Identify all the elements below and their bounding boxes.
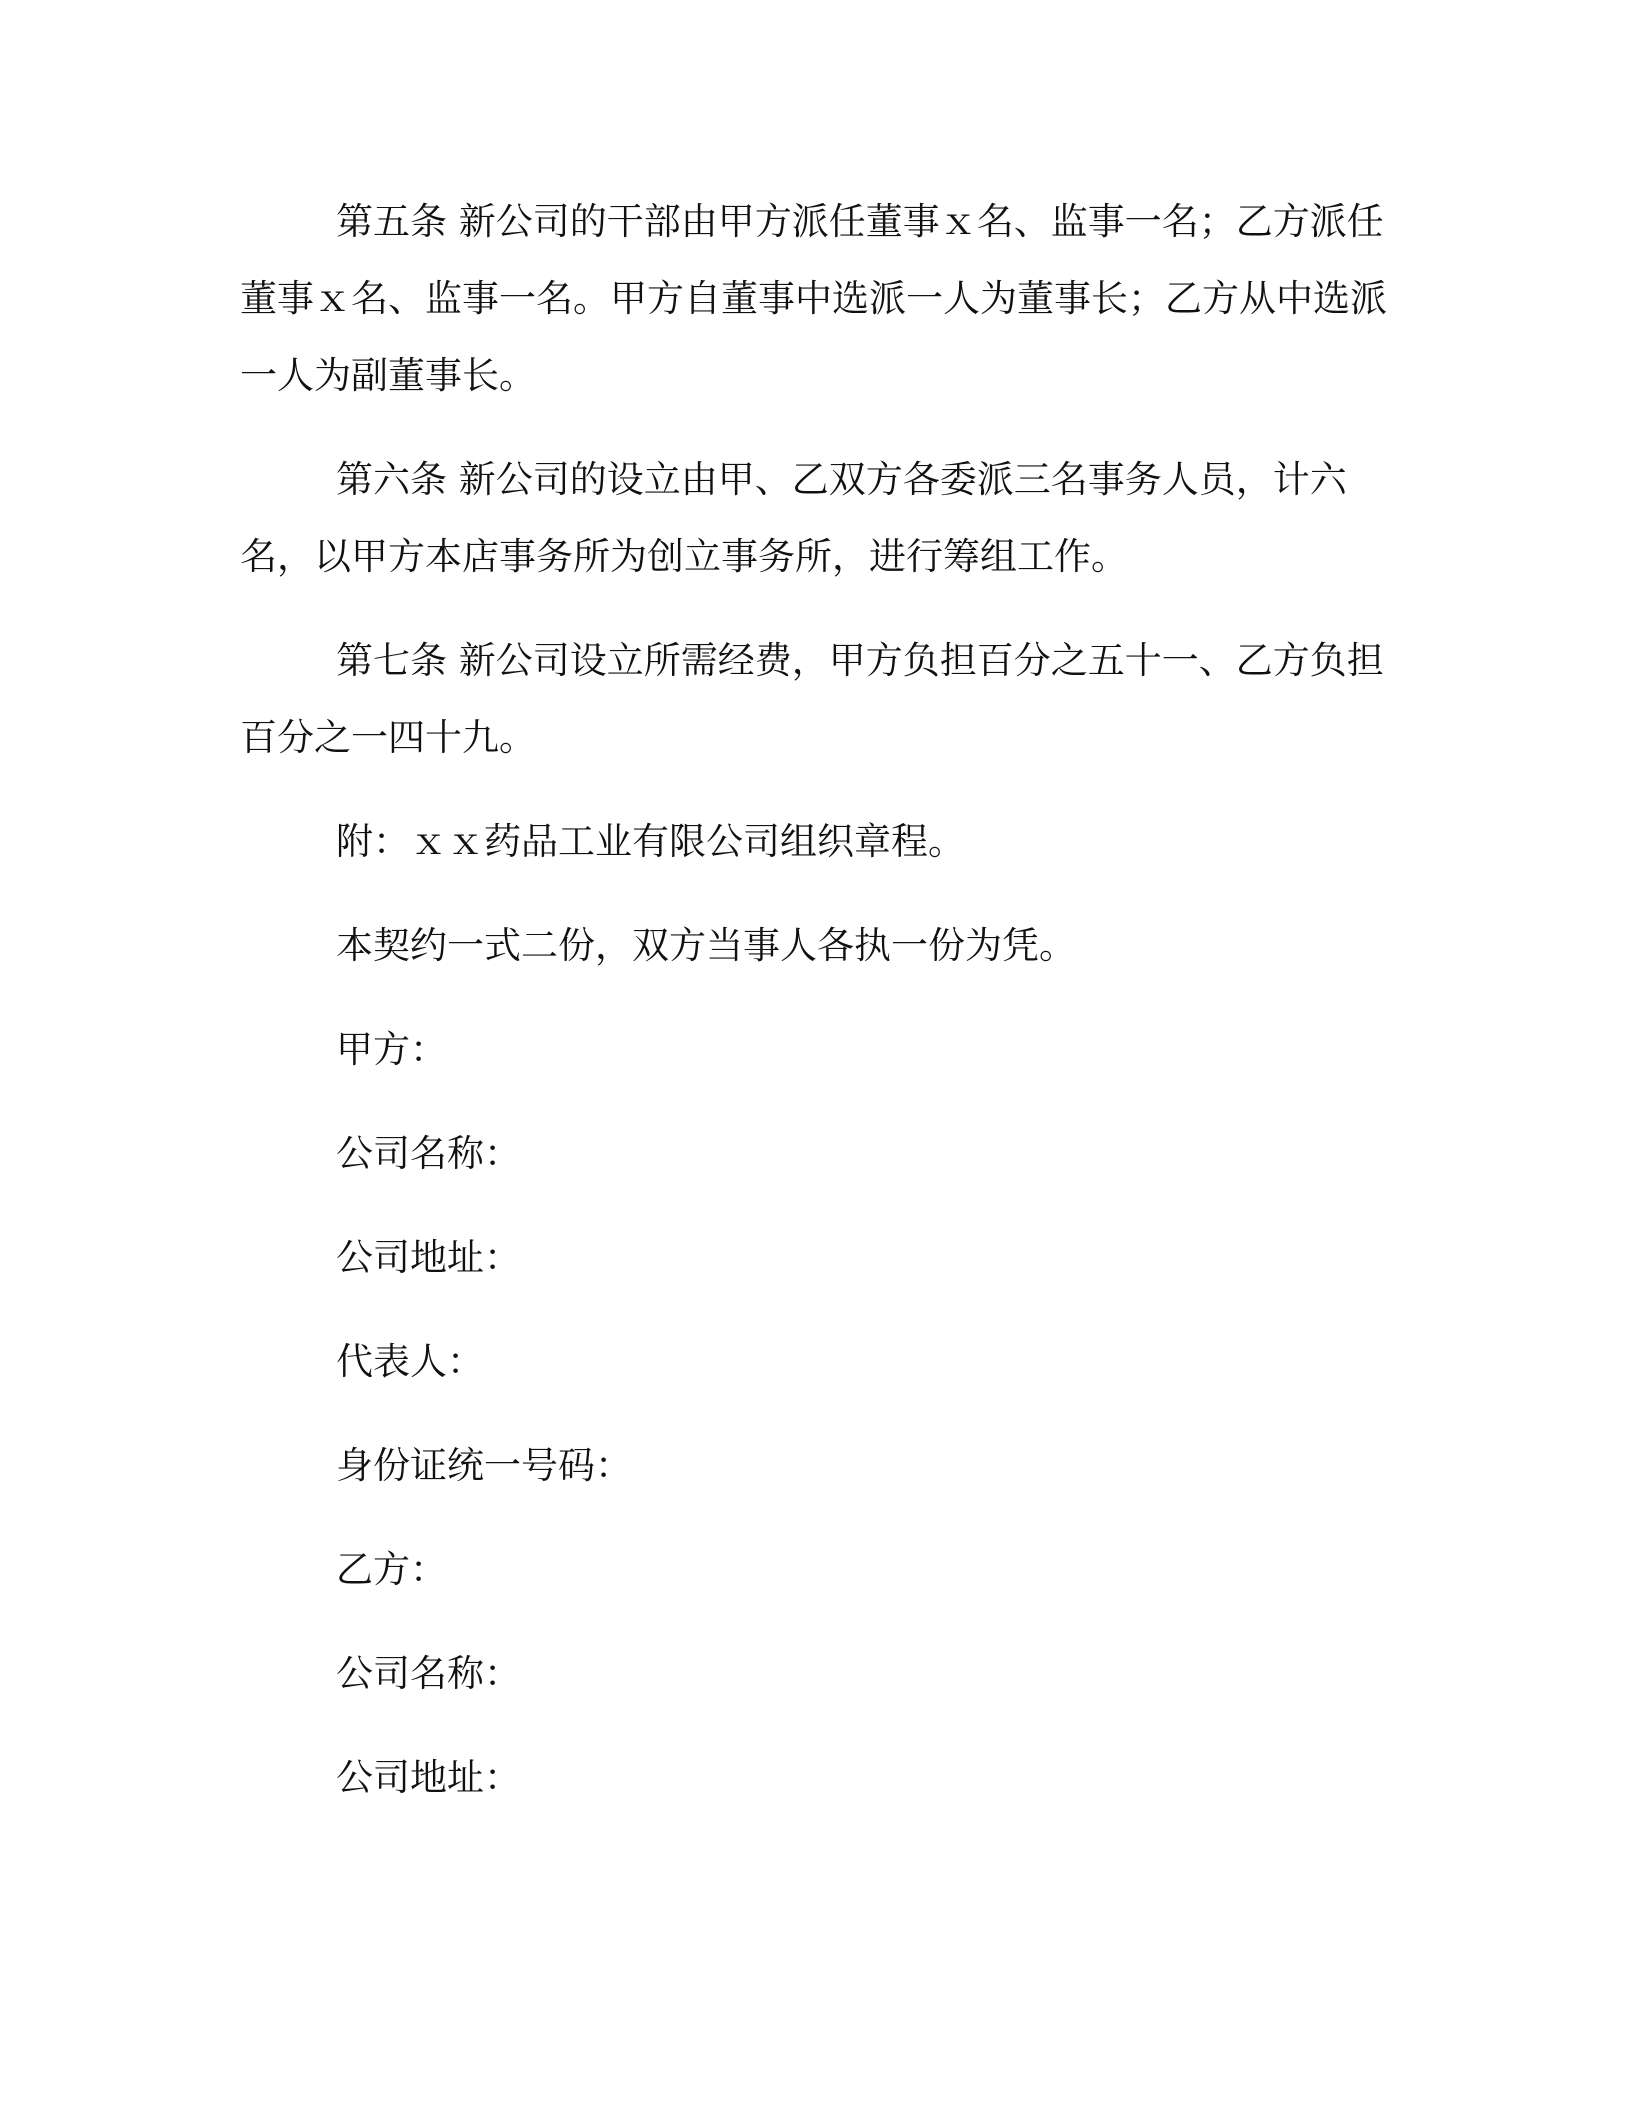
party-b-label: 乙方： <box>336 1548 447 1591</box>
article-7: 第七条 新公司设立所需经费，甲方负担百分之五十一、乙方负担百分之一四十九。 <box>240 639 1384 759</box>
article-5: 第五条 新公司的干部由甲方派任董事ｘ名、监事一名；乙方派任董事ｘ名、监事一名。甲方自董事中选派一人为董事长；乙方从中选派一人为副董事长。 <box>240 200 1387 397</box>
party-a-company-name: 公司名称： <box>336 1132 521 1175</box>
party-b-company-name: 公司名称： <box>336 1652 521 1695</box>
party-a-representative: 代表人： <box>336 1340 484 1383</box>
attachment-note: 附：ｘｘ药品工业有限公司组织章程。 <box>336 820 965 863</box>
party-b-company-address: 公司地址： <box>336 1756 521 1799</box>
party-a-label: 甲方： <box>336 1028 447 1071</box>
copies-note: 本契约一式二份，双方当事人各执一份为凭。 <box>336 924 1076 967</box>
document-body <box>240 183 1420 1843</box>
party-a-id-number: 身份证统一号码： <box>336 1444 632 1487</box>
article-6: 第六条 新公司的设立由甲、乙双方各委派三名事务人员，计六名，以甲方本店事务所为创立事务所，进行筹组工作。 <box>240 458 1347 578</box>
party-a-company-address: 公司地址： <box>336 1236 521 1279</box>
